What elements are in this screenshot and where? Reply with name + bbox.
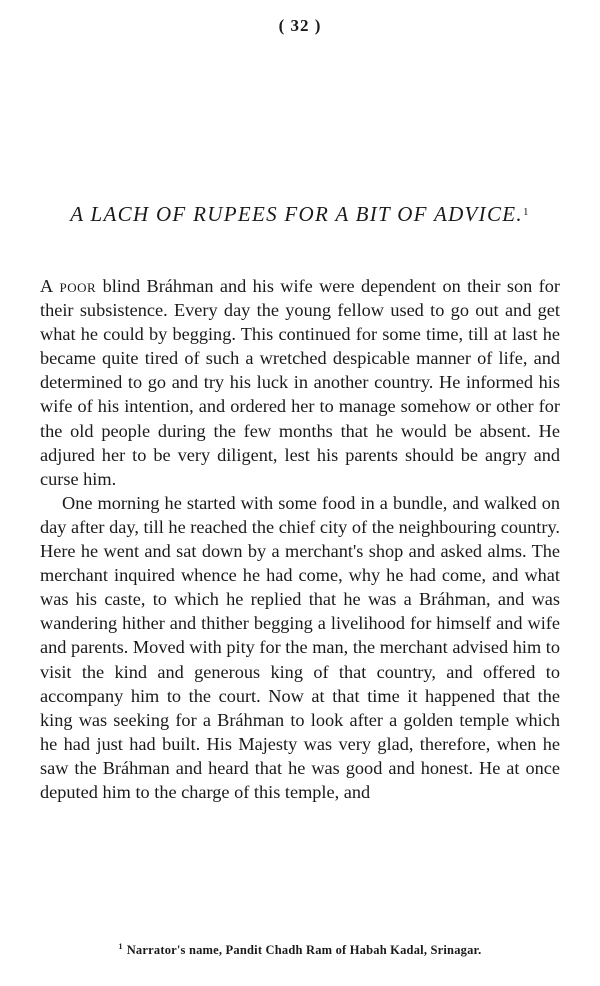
story-title	[60, 200, 540, 228]
footnote-text: Narrator's name, Pandit Chadh Ram of Habah Kadal, Srinagar.	[126, 943, 482, 957]
footnote	[0, 943, 600, 958]
footnote-marker: 1	[118, 942, 123, 951]
paragraph	[40, 274, 560, 491]
paragraph-text: blind Bráhman and his wife were dependent on their son for their subsistence. Every day the young fellow used to go out and get what he could by begging. This continued for some time, till at last he became quite tired of such a wretched despicable manner of life, and determined to go and try his luck in another country. He informed his wife of his intention, and ordered her to manage somehow or other for the old people during the few months that he would be absent. He adjured her to be very diligent, lest his parents should be angry and curse him.	[40, 276, 560, 489]
paragraph-lead-words: A poor	[40, 276, 97, 296]
story-title-text: A LACH OF RUPEES FOR A BIT OF ADVICE.	[70, 202, 523, 226]
story-body	[40, 274, 560, 804]
paragraph-text: One morning he started with some food in a bundle, and walked on day after day, till he reached the chief city of the neighbouring country. Here he went and sat down by a merchant's shop and asked alms. The merchant inquired whence he had come, why he had come, and what was his caste, to which he replied that he was a Bráhman, and was wandering hither and thither begging a livelihood for himself and wife and parents. Moved with pity for the man, the merchant advised him to visit the kind and generous king of that country, and offered to accompany him to the court. Now at that time it happened that the king was seeking for a Bráhman to look after a golden temple which he had just had built. His Majesty was very glad, therefore, when he saw the Bráhman and heard that he was good and honest. He at once deputed him to the charge of this temple, and	[40, 492, 560, 802]
title-footnote-marker: 1	[522, 206, 530, 218]
paragraph	[40, 491, 560, 804]
page-number: ( 32 )	[278, 16, 322, 35]
